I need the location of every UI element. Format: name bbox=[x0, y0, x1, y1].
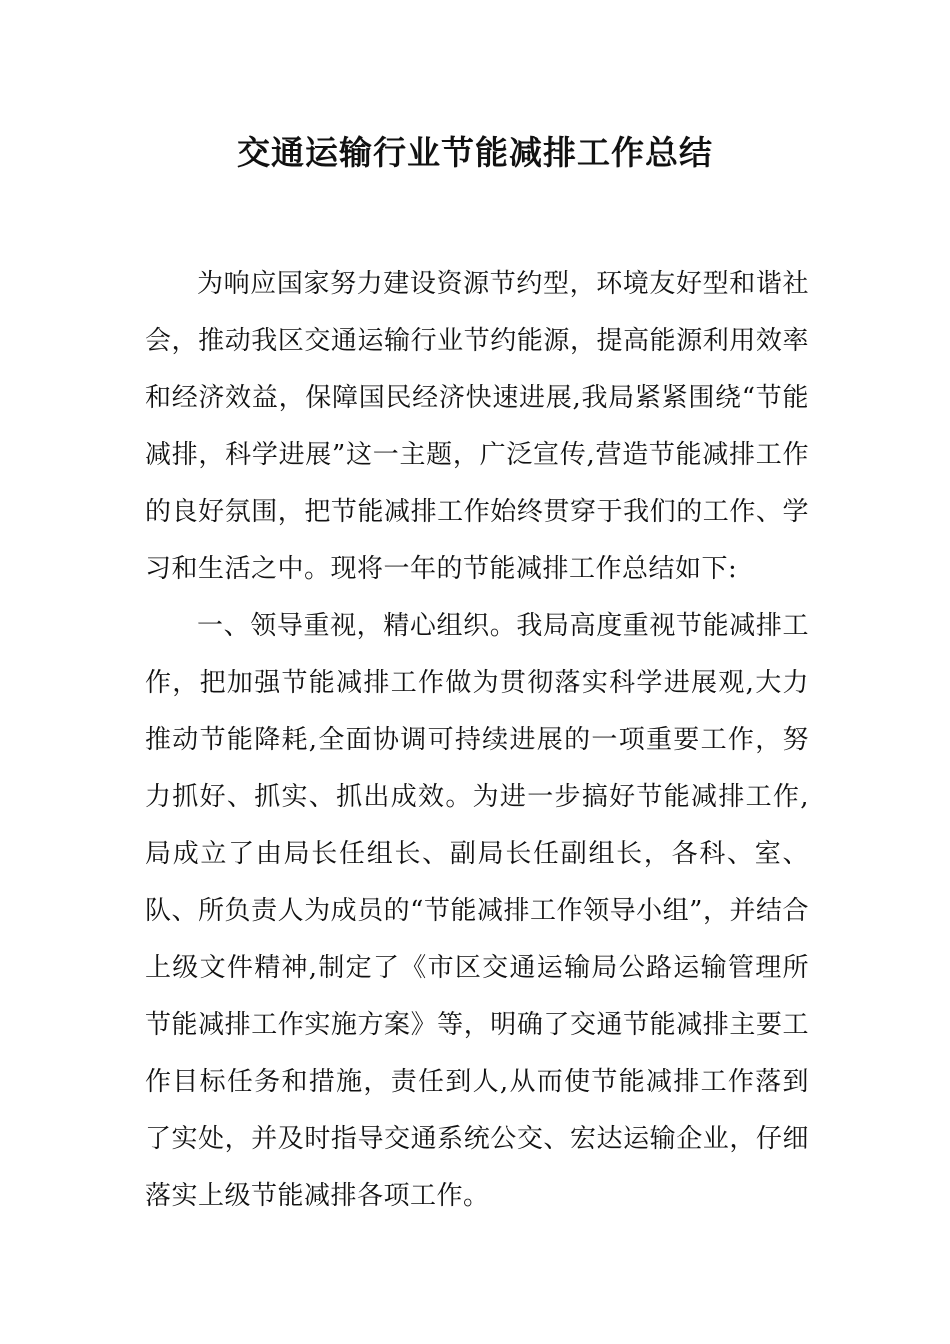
paragraph-section-1: 一、领导重视，精心组织。我局高度重视节能减排工作，把加强节能减排工作做为贯彻落实科学进展观,大力推动节能降耗,全面协调可持续进展的一项重要工作，努力抓好、抓实、抓出成效。为进一步搞好节能减排工作,局成立了由局长任组长、副局长任副组长，各科、室、队、所负责人为成员的“节能减排工作领导小组”，并结合上级文件精神,制定了《市区交通运输局公路运输管理所节能减排工作实施方案》等，明确了交通节能减排主要工作目标任务和措施，责任到人,从而使节能减排工作落到了实处，并及时指导交通系统公交、宏达运输企业，仔细落实上级节能减排各项工作。 bbox=[145, 611, 809, 1211]
document-title: 交通运输行业节能减排工作总结 bbox=[237, 133, 713, 172]
document-body bbox=[145, 256, 809, 1225]
paragraph-intro: 为响应国家努力建设资源节约型，环境友好型和谐社会，推动我区交通运输行业节约能源，提高能源利用效率和经济效益，保障国民经济快速进展,我局紧紧围绕“节能减排，科学进展”这一主题，广泛宣传,营造节能减排工作的良好氛围，把节能减排工作始终贯穿于我们的工作、学习和生活之中。现将一年的节能减排工作总结如下: bbox=[145, 269, 809, 584]
